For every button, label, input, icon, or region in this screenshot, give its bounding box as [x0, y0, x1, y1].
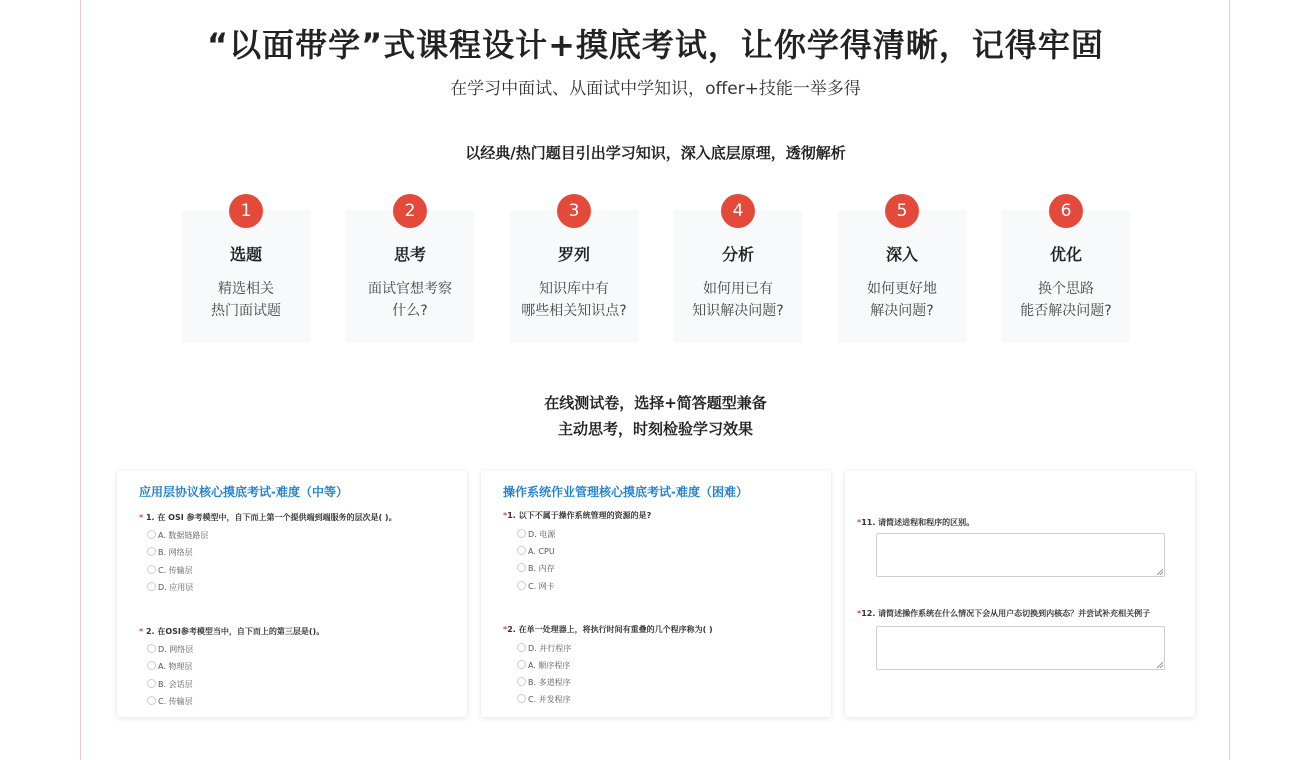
step-desc-line: 什么? — [392, 303, 428, 319]
radio-button[interactable] — [147, 530, 156, 539]
option-label: B. 网络层 — [158, 548, 193, 557]
answer-option[interactable] — [517, 581, 555, 592]
question — [857, 608, 1150, 619]
option-label: A. 顺序程序 — [528, 661, 571, 670]
step-desc-line: 解决问题? — [870, 303, 934, 319]
question — [857, 517, 974, 528]
answer-option[interactable] — [517, 643, 571, 654]
page-title: “以面带学”式课程设计+摸底考试，让你学得清晰，记得牢固 — [207, 26, 1104, 64]
step-card-2 — [345, 201, 475, 343]
step-desc-line: 能否解决问题? — [1020, 303, 1112, 319]
step-card-5 — [837, 201, 967, 343]
required-mark: * — [139, 513, 146, 522]
answer-option[interactable] — [517, 529, 555, 540]
step-description — [181, 278, 311, 322]
answer-option[interactable] — [147, 696, 193, 707]
step-desc-line: 哪些相关知识点? — [521, 303, 627, 319]
answer-option[interactable] — [147, 547, 193, 558]
page-subtitle: 在学习中面试、从面试中学知识，offer+技能一举多得 — [450, 79, 861, 99]
question-text: 1. 在 OSI 参考模型中，自下而上第一个提供端到端服务的层次是( )。 — [145, 513, 397, 522]
question — [503, 510, 651, 521]
radio-button[interactable] — [517, 581, 526, 590]
radio-button[interactable] — [147, 644, 156, 653]
step-card-3 — [509, 201, 639, 343]
step-card-4 — [673, 201, 803, 343]
step-desc-line: 如何更好地 — [867, 281, 937, 297]
question — [139, 626, 324, 637]
step-desc-line: 知识解决问题? — [692, 303, 784, 319]
radio-button[interactable] — [517, 643, 526, 652]
option-label: A. 物理层 — [158, 662, 193, 671]
exam-card-network — [117, 471, 467, 717]
step-name: 深入 — [885, 245, 918, 264]
option-label: A. 数据链路层 — [158, 531, 209, 540]
step-description — [509, 278, 639, 322]
step-desc-line: 知识库中有 — [539, 281, 609, 297]
section-title-line: 在线测试卷，选择+简答题型兼备 — [544, 394, 767, 412]
answer-option[interactable] — [147, 530, 208, 541]
step-name: 选题 — [229, 245, 262, 264]
required-mark: * — [857, 609, 862, 618]
step-description — [837, 278, 967, 322]
question-text: 11. 请简述进程和程序的区别。 — [861, 518, 975, 527]
step-description — [345, 278, 475, 322]
radio-button[interactable] — [517, 677, 526, 686]
radio-button[interactable] — [147, 696, 156, 705]
radio-button[interactable] — [147, 661, 156, 670]
step-desc-line: 如何用已有 — [703, 281, 773, 297]
required-mark: * — [503, 625, 508, 634]
step-description — [1001, 278, 1131, 322]
question — [139, 512, 397, 523]
answer-option[interactable] — [147, 661, 192, 672]
question-text: 2. 在单一处理器上，将执行时间有重叠的几个程序称为( ) — [507, 625, 713, 634]
option-label: D. 应用层 — [158, 583, 194, 592]
radio-button[interactable] — [147, 582, 156, 591]
exam-title: 应用层协议核心摸底考试-难度（中等） — [139, 485, 348, 499]
step-number-badge: 2 — [393, 194, 427, 228]
option-label: B. 会话层 — [158, 680, 193, 689]
option-label: D. 网络层 — [158, 645, 194, 654]
answer-option[interactable] — [517, 660, 570, 671]
step-desc-line: 面试官想考察 — [368, 281, 452, 297]
required-mark: * — [139, 627, 146, 636]
option-label: B. 内存 — [528, 564, 555, 573]
section-title-line: 主动思考，时刻检验学习效果 — [557, 420, 753, 438]
step-number-badge: 4 — [721, 194, 755, 228]
radio-button[interactable] — [517, 529, 526, 538]
answer-option[interactable] — [517, 694, 571, 705]
step-name: 分析 — [721, 245, 754, 264]
required-mark: * — [857, 518, 862, 527]
section-title-exam — [0, 390, 1311, 442]
radio-button[interactable] — [147, 565, 156, 574]
step-number-badge: 6 — [1049, 194, 1083, 228]
exam-title: 操作系统作业管理核心摸底考试-难度（困难） — [503, 485, 748, 499]
option-label: C. 传输层 — [158, 697, 193, 706]
option-label: C. 并发程序 — [528, 695, 571, 704]
radio-button[interactable] — [517, 563, 526, 572]
exam-card-short-answer — [845, 471, 1195, 717]
question-text: 12. 请简述操作系统在什么情况下会从用户态切换到内核态？并尝试补充相关例子 — [861, 609, 1151, 618]
answer-option[interactable] — [517, 677, 571, 688]
option-label: B. 多道程序 — [528, 678, 571, 687]
method-steps — [181, 196, 1131, 346]
answer-option[interactable] — [147, 644, 193, 655]
answer-option[interactable] — [517, 563, 555, 574]
step-desc-line: 换个思路 — [1038, 281, 1094, 297]
question — [503, 624, 713, 635]
step-name: 罗列 — [557, 245, 590, 264]
answer-option[interactable] — [147, 679, 193, 690]
question-text: 1. 以下不属于操作系统管理的资源的是? — [507, 511, 652, 520]
resize-handle-icon[interactable] — [1157, 662, 1163, 668]
option-label: D. 电源 — [528, 530, 556, 539]
section-title-method: 以经典/热门题目引出学习知识，深入底层原理，透彻解析 — [465, 144, 846, 162]
answer-textarea[interactable] — [876, 533, 1165, 577]
option-label: C. 网卡 — [528, 582, 555, 591]
radio-button[interactable] — [147, 679, 156, 688]
radio-button[interactable] — [517, 660, 526, 669]
step-card-6 — [1001, 201, 1131, 343]
step-number-badge: 5 — [885, 194, 919, 228]
answer-option[interactable] — [147, 582, 193, 593]
question-text: 2. 在OSI参考模型当中，自下而上的第三层是()。 — [145, 627, 325, 636]
radio-button[interactable] — [517, 694, 526, 703]
step-name: 优化 — [1049, 245, 1082, 264]
radio-button[interactable] — [517, 546, 526, 555]
step-desc-line: 热门面试题 — [211, 303, 281, 319]
option-label: A. CPU — [528, 547, 555, 556]
answer-textarea[interactable] — [876, 626, 1165, 670]
step-description — [673, 278, 803, 322]
step-name: 思考 — [393, 245, 426, 264]
option-label: C. 传输层 — [158, 566, 193, 575]
step-desc-line: 精选相关 — [218, 281, 274, 297]
required-mark: * — [503, 511, 508, 520]
step-number-badge: 3 — [557, 194, 591, 228]
option-label: D. 并行程序 — [528, 644, 572, 653]
answer-option[interactable] — [147, 565, 193, 576]
answer-option[interactable] — [517, 546, 555, 556]
step-card-1 — [181, 201, 311, 343]
radio-button[interactable] — [147, 547, 156, 556]
step-number-badge: 1 — [229, 194, 263, 228]
resize-handle-icon[interactable] — [1157, 569, 1163, 575]
exam-card-os — [481, 471, 831, 717]
